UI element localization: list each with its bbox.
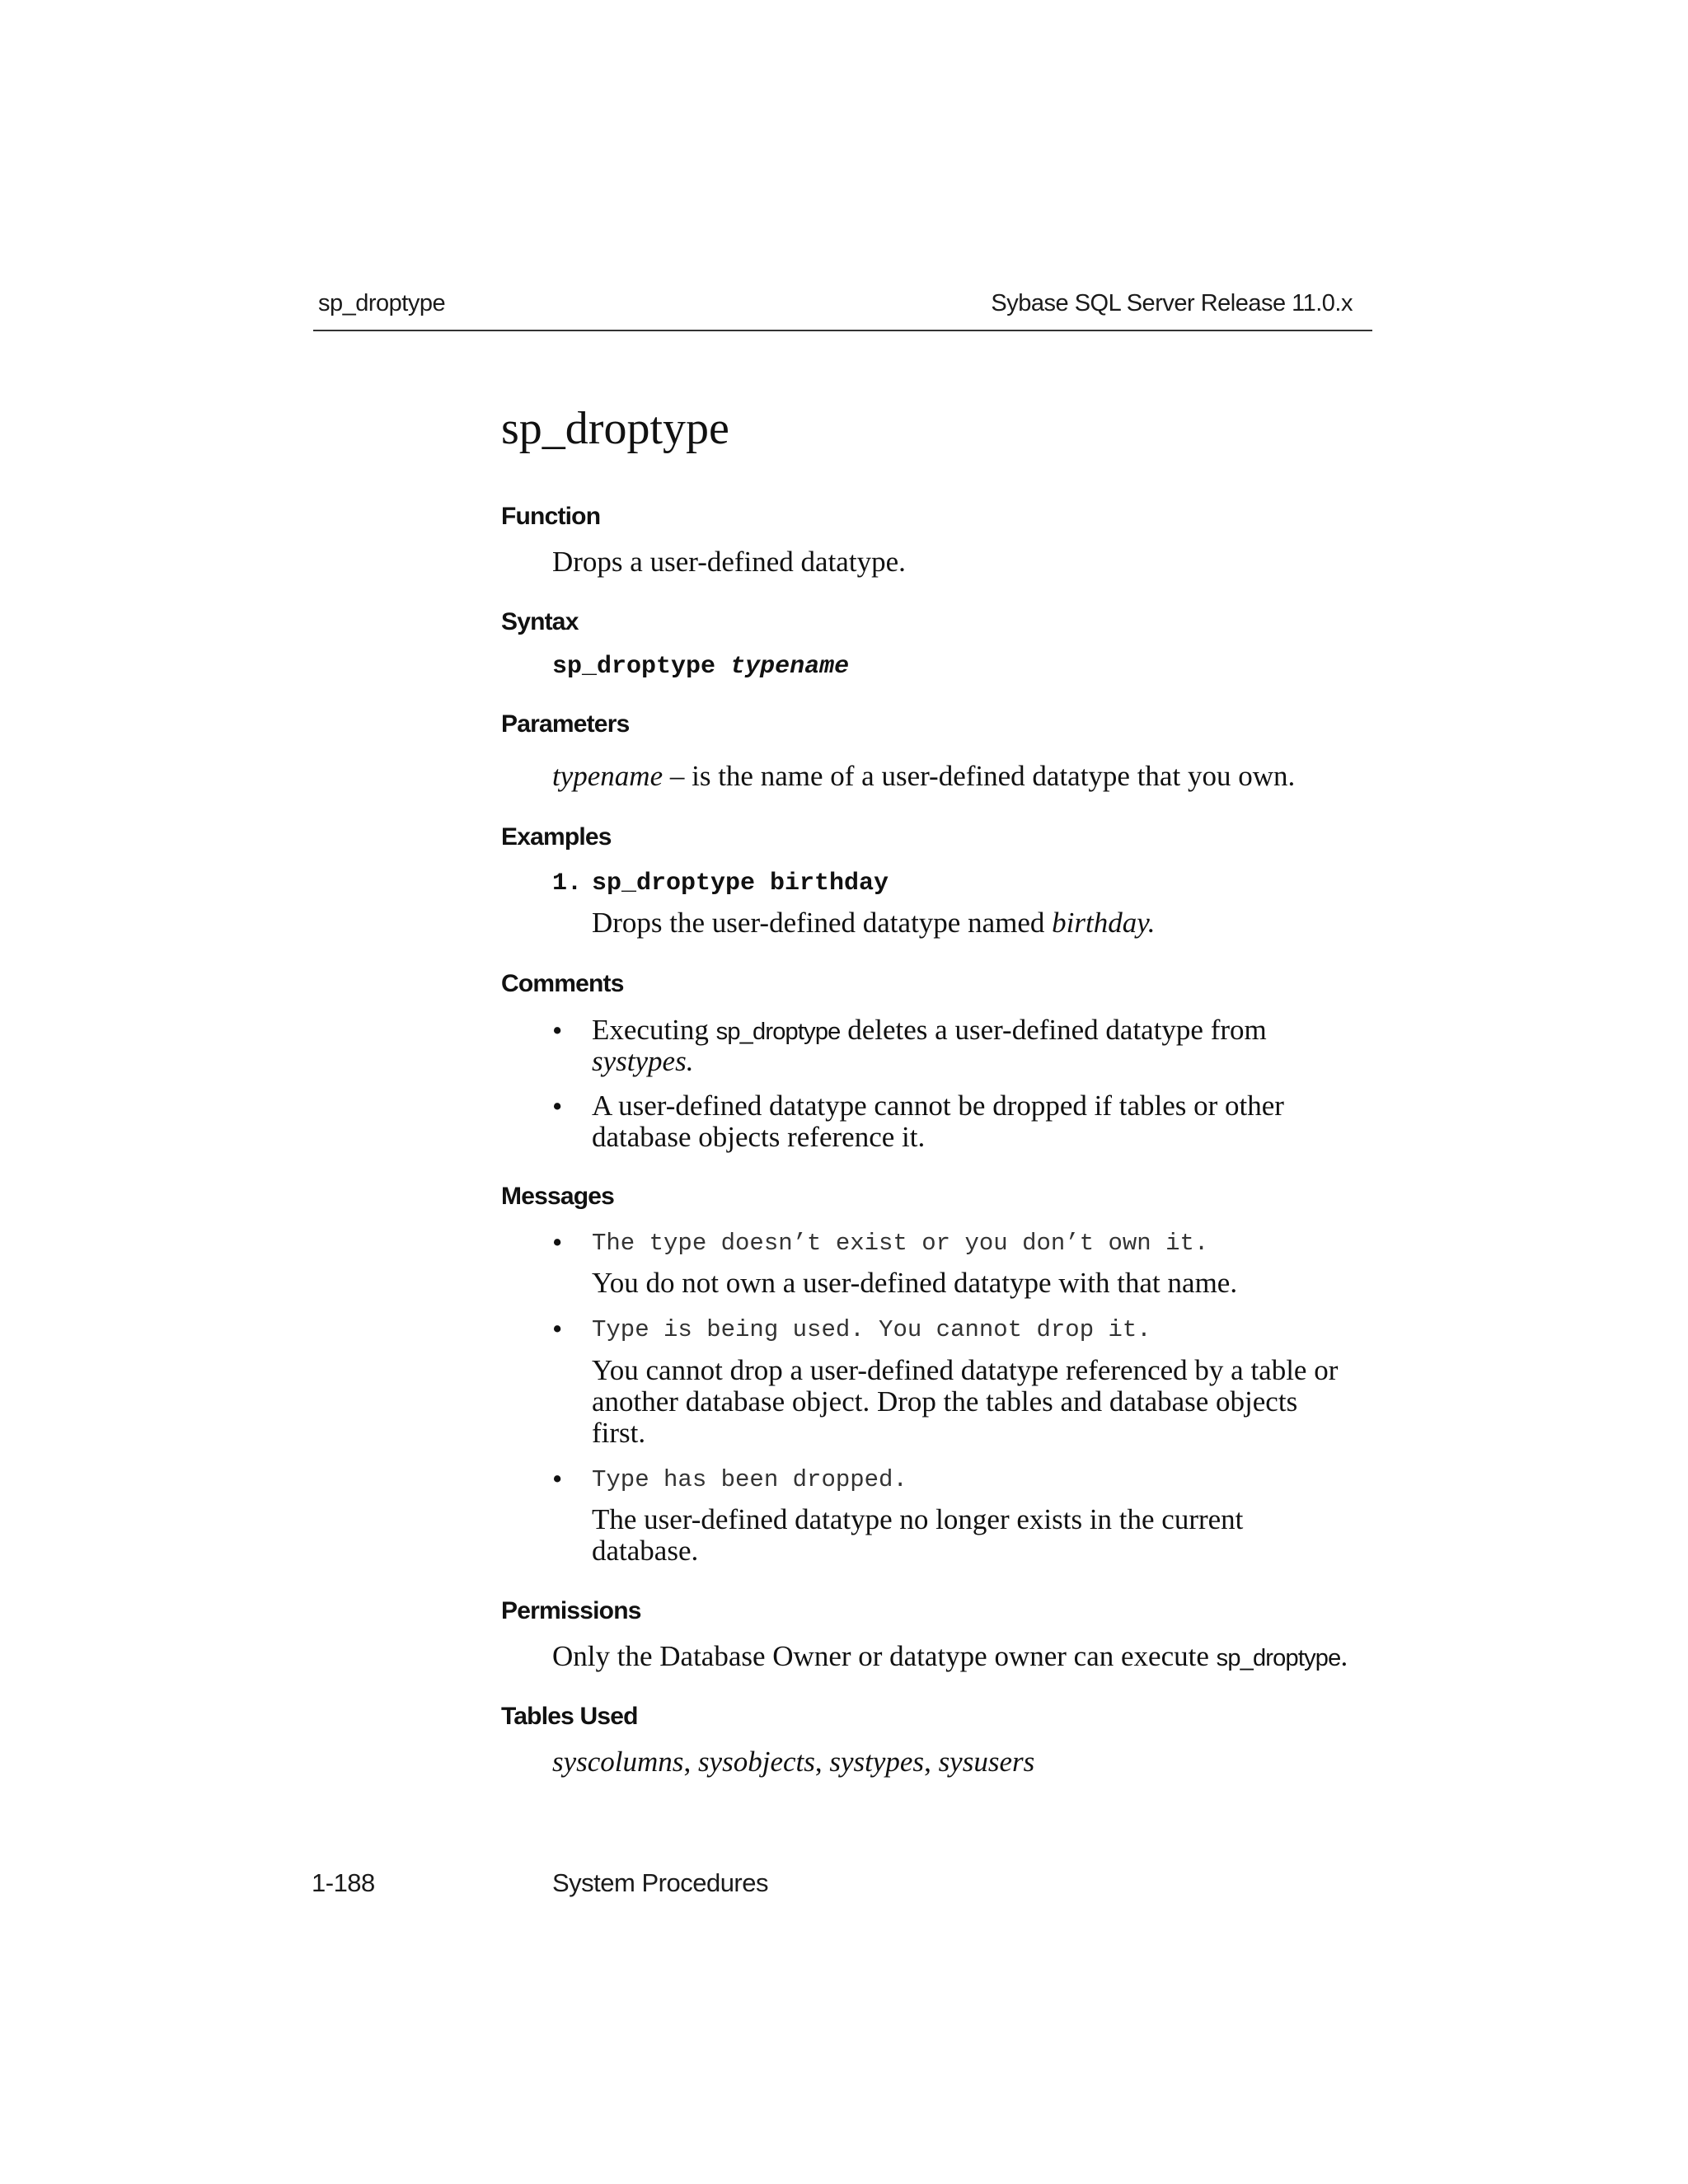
message-2-desc-l2: another database object. Drop the tables and database objects bbox=[592, 1385, 1298, 1418]
example-number: 1. bbox=[552, 869, 583, 898]
tables-used-heading: Tables Used bbox=[501, 1703, 638, 1730]
comment-item-2: A user-defined datatype cannot be dropped if tables or other bbox=[592, 1090, 1284, 1122]
permissions-post: . bbox=[1340, 1640, 1348, 1672]
parameter-desc: – is the name of a user-defined datatype that you own. bbox=[663, 760, 1296, 792]
function-text: Drops a user-defined datatype. bbox=[552, 546, 906, 578]
comment-1-post: deletes a user-defined datatype from bbox=[840, 1014, 1267, 1046]
syntax-line bbox=[552, 653, 849, 681]
comment-item-1-line2 bbox=[592, 1046, 693, 1077]
parameters-heading: Parameters bbox=[501, 710, 630, 738]
syntax-command: sp_droptype bbox=[552, 653, 716, 681]
comment-1-pre: Executing bbox=[592, 1014, 716, 1046]
table-sysobjects: sysobjects bbox=[697, 1746, 815, 1778]
permissions-cmd: sp_droptype bbox=[1216, 1645, 1341, 1671]
message-2-desc-l3: first. bbox=[592, 1417, 646, 1449]
permissions-pre: Only the Database Owner or datatype owner can execute bbox=[552, 1640, 1217, 1672]
message-bullet: • bbox=[552, 1226, 563, 1258]
comment-item-1 bbox=[592, 1015, 1267, 1047]
running-header-left: sp_droptype bbox=[318, 290, 446, 316]
permissions-text bbox=[552, 1641, 1348, 1674]
message-2-desc-l1: You cannot drop a user-defined datatype referenced by a table or bbox=[592, 1354, 1339, 1386]
message-3: Type has been dropped. bbox=[592, 1466, 907, 1493]
message-1: The type doesn’t exist or you don’t own it. bbox=[592, 1230, 1209, 1257]
comment-item-2-line2: database objects reference it. bbox=[592, 1121, 926, 1153]
comment-bullet: • bbox=[552, 1090, 563, 1122]
syntax-arg: typename bbox=[730, 653, 850, 681]
footer-page-number: 1-188 bbox=[312, 1868, 375, 1897]
example-code: sp_droptype birthday bbox=[592, 869, 889, 898]
parameter-name: typename bbox=[552, 760, 663, 792]
comment-1-cmd: sp_droptype bbox=[715, 1019, 841, 1045]
examples-heading: Examples bbox=[501, 823, 612, 851]
comment-1-em: systypes. bbox=[592, 1045, 694, 1077]
message-bullet: • bbox=[552, 1313, 563, 1345]
table-systypes: systypes bbox=[829, 1746, 925, 1778]
function-heading: Function bbox=[501, 503, 601, 530]
table-sep: , bbox=[814, 1746, 830, 1778]
table-sep: , bbox=[683, 1746, 698, 1778]
message-3-desc-l2: database. bbox=[592, 1535, 699, 1567]
message-bullet: • bbox=[552, 1463, 563, 1495]
example-desc-text: Drops the user-defined datatype named bbox=[592, 907, 1053, 939]
example-desc-em: birthday. bbox=[1052, 907, 1156, 939]
messages-heading: Messages bbox=[501, 1183, 615, 1210]
header-rule bbox=[313, 330, 1372, 331]
message-2: Type is being used. You cannot drop it. bbox=[592, 1316, 1151, 1343]
message-1-desc: You do not own a user-defined datatype with that name. bbox=[592, 1267, 1238, 1299]
page-title: sp_droptype bbox=[501, 403, 729, 454]
table-syscolumns: syscolumns bbox=[552, 1746, 684, 1778]
comment-bullet: • bbox=[552, 1015, 563, 1047]
syntax-heading: Syntax bbox=[501, 608, 579, 635]
footer-section: System Procedures bbox=[552, 1868, 768, 1897]
table-sysusers: sysusers bbox=[938, 1746, 1035, 1778]
example-desc bbox=[592, 907, 1156, 939]
message-3-desc-l1: The user-defined datatype no longer exists in the current bbox=[592, 1503, 1244, 1535]
tables-used-list bbox=[552, 1746, 1034, 1778]
parameter-typename bbox=[552, 761, 1295, 792]
running-header-right: Sybase SQL Server Release 11.0.x bbox=[991, 290, 1353, 316]
table-sep: , bbox=[924, 1746, 939, 1778]
comments-heading: Comments bbox=[501, 970, 624, 997]
permissions-heading: Permissions bbox=[501, 1597, 641, 1624]
